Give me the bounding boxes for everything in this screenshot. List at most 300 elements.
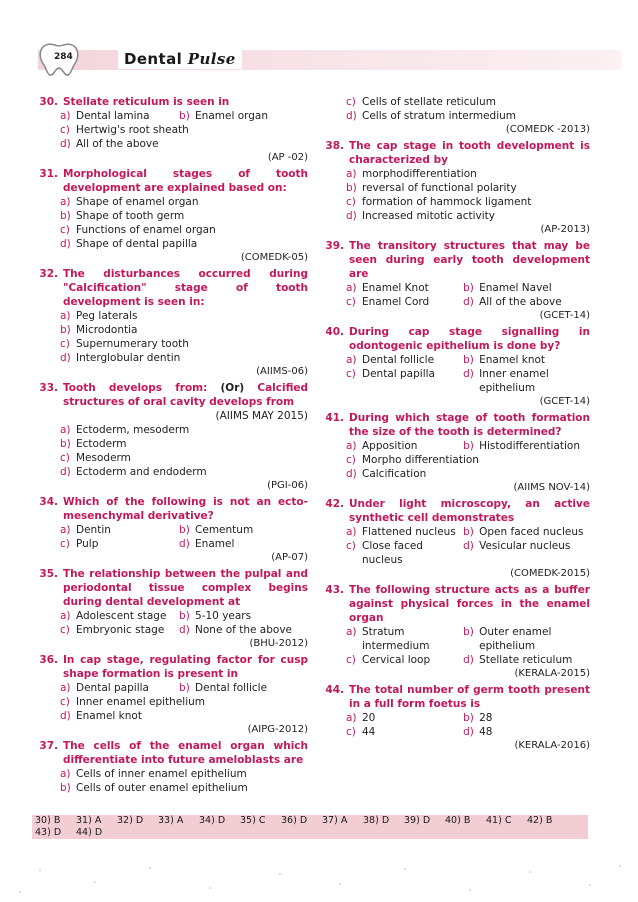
option-letter: b) <box>179 610 190 622</box>
option-text: 48 <box>479 726 493 738</box>
option-letter: c) <box>60 538 70 550</box>
option-text: Dental follicle <box>195 682 268 694</box>
option <box>60 681 179 695</box>
option <box>60 323 137 337</box>
question-text <box>63 653 308 681</box>
options <box>32 523 308 551</box>
option-letter: d) <box>60 238 71 250</box>
question-source: (AIPG-2012) <box>247 724 308 735</box>
option-row <box>60 623 308 637</box>
question-text <box>63 567 308 609</box>
option <box>179 109 308 123</box>
option-letter: c) <box>346 540 356 552</box>
question-number: 37. <box>39 740 58 752</box>
question-text <box>349 683 590 711</box>
option <box>60 623 179 637</box>
option-text: Increased mitotic activity <box>362 210 495 222</box>
option-text: Dental lamina <box>76 110 150 122</box>
option-row <box>346 209 590 223</box>
option-text: Microdontia <box>76 324 138 336</box>
option-row <box>346 367 590 395</box>
option <box>60 195 198 209</box>
question-header <box>318 239 590 281</box>
question-header <box>32 167 308 195</box>
question-item <box>32 381 308 493</box>
option-text: Ectoderm <box>76 438 127 450</box>
question-text-main: Morphological stages of tooth development are explained based on: <box>63 168 308 194</box>
option-row <box>346 653 590 667</box>
option <box>346 539 463 567</box>
question-header <box>318 411 590 439</box>
option-text: None of the above <box>195 624 292 636</box>
question-number: 35. <box>39 568 58 580</box>
question-source: (BHU-2012) <box>249 638 308 649</box>
option-text: Shape of dental papilla <box>76 238 198 250</box>
question-header <box>32 567 308 609</box>
answer-key <box>32 815 588 839</box>
option-text: 28 <box>479 712 493 724</box>
question-item <box>32 267 308 379</box>
question-text-main: During cap stage signalling in odontogenic epithelium is done by? <box>349 326 590 352</box>
question-source: (GCET-14) <box>539 396 590 407</box>
option-text: Enamel Knot <box>362 282 429 294</box>
option <box>60 123 189 137</box>
option-letter: a) <box>60 310 71 322</box>
answer-key-cell: 34) D <box>199 815 226 826</box>
question-number: 39. <box>325 240 344 252</box>
options <box>318 525 590 567</box>
options <box>32 109 308 151</box>
option <box>463 439 590 453</box>
option-text: Pulp <box>76 538 99 550</box>
option <box>60 337 189 351</box>
options <box>32 767 308 795</box>
option-letter: a) <box>346 526 357 538</box>
option <box>463 281 590 295</box>
option <box>346 295 463 309</box>
option-row <box>60 195 308 209</box>
answer-key-cell: 36) D <box>281 815 308 826</box>
option-letter: b) <box>346 182 357 194</box>
option-letter: c) <box>60 696 70 708</box>
answer-key-cell: 40) B <box>445 815 471 826</box>
question-number: 44. <box>325 684 344 696</box>
option-letter: b) <box>463 526 474 538</box>
question-item <box>318 497 590 581</box>
option-letter: d) <box>463 654 474 666</box>
option-text: Peg laterals <box>76 310 138 322</box>
answer-key-cell: 37) A <box>322 815 348 826</box>
option-text: Enamel <box>195 538 235 550</box>
option-text: Outer enamel epithelium <box>479 626 552 652</box>
option-row <box>60 337 308 351</box>
option <box>60 223 216 237</box>
option-letter: b) <box>179 524 190 536</box>
option-letter: a) <box>60 524 71 536</box>
question-number: 43. <box>325 584 344 596</box>
answer-key-row <box>32 815 588 827</box>
option-letter: d) <box>463 296 474 308</box>
option-text: Vesicular nucleus <box>479 540 571 552</box>
question-item <box>32 653 308 737</box>
question-text-main: During which stage of tooth formation the size of the tooth is determined? <box>349 412 590 438</box>
question-text-main: Under light microscopy, an active synthetic cell demonstrates <box>349 498 590 524</box>
option <box>60 451 131 465</box>
option <box>346 109 516 123</box>
option-text: Enamel Cord <box>362 296 430 308</box>
question-source: (GCET-14) <box>539 310 590 321</box>
question-text <box>63 95 308 109</box>
question-number: 32. <box>39 268 58 280</box>
option-text: Close faced nucleus <box>362 540 423 566</box>
option <box>60 237 197 251</box>
option-text: Cells of stratum intermedium <box>362 110 517 122</box>
option-row <box>346 525 590 539</box>
option <box>60 109 179 123</box>
question-number: 41. <box>325 412 344 424</box>
option-text: Adolescent stage <box>76 610 167 622</box>
option <box>346 181 517 195</box>
option-letter: a) <box>346 626 357 638</box>
option-letter: a) <box>60 768 71 780</box>
option-letter: c) <box>60 224 70 236</box>
options <box>32 681 308 723</box>
options <box>318 95 590 123</box>
option <box>346 353 463 367</box>
question-item <box>318 683 590 753</box>
option <box>60 437 126 451</box>
option-row <box>60 137 308 151</box>
answer-key-cell: 44) D <box>76 827 103 838</box>
option-letter: c) <box>346 454 356 466</box>
option <box>179 523 308 537</box>
question-text <box>349 411 590 439</box>
option-text: 44 <box>362 726 376 738</box>
option-text: Cervical loop <box>362 654 431 666</box>
option-letter: b) <box>179 110 190 122</box>
options <box>318 167 590 223</box>
right-column <box>318 95 590 755</box>
option <box>346 167 477 181</box>
option <box>463 525 590 539</box>
option <box>463 725 590 739</box>
option <box>346 525 463 539</box>
question-text <box>63 167 308 195</box>
option-text: Functions of enamel organ <box>76 224 216 236</box>
option-text: Enamel knot <box>76 710 142 722</box>
option-text: Enamel Navel <box>479 282 552 294</box>
option-letter: a) <box>346 440 357 452</box>
option-letter: b) <box>463 354 474 366</box>
options <box>318 281 590 309</box>
option-letter: d) <box>346 468 357 480</box>
option <box>60 465 207 479</box>
option-text: 20 <box>362 712 376 724</box>
option-row <box>60 767 308 781</box>
question-source: (KERALA-2015) <box>514 668 590 679</box>
answer-key-cell: 41) C <box>486 815 512 826</box>
option-letter: c) <box>346 368 356 380</box>
question-header <box>32 381 308 423</box>
answer-key-cell: 30) B <box>35 815 61 826</box>
option-row <box>346 539 590 567</box>
or-word: (Or) <box>220 382 245 394</box>
option-row <box>60 237 308 251</box>
option <box>346 95 496 109</box>
option-text: Calcification <box>362 468 427 480</box>
question-text <box>349 139 590 167</box>
option <box>60 209 184 223</box>
question-source: (COMEDK-05) <box>240 252 308 263</box>
option-letter: b) <box>60 438 71 450</box>
option-row <box>60 465 308 479</box>
option <box>346 653 463 667</box>
option-row <box>60 781 308 795</box>
option <box>179 681 308 695</box>
question-source: (AP-2013) <box>540 224 590 235</box>
options <box>318 625 590 667</box>
option-text: Enamel organ <box>195 110 269 122</box>
option <box>346 453 479 467</box>
option <box>463 295 590 309</box>
option <box>60 423 189 437</box>
option-text: Histodifferentiation <box>479 440 580 452</box>
option <box>60 309 138 323</box>
option-row <box>346 181 590 195</box>
option-letter: d) <box>60 710 71 722</box>
option <box>60 781 248 795</box>
option-row <box>346 295 590 309</box>
question-item <box>32 95 308 165</box>
option-row <box>60 523 308 537</box>
option <box>60 609 179 623</box>
question-header <box>32 95 308 109</box>
page-title: Dental Pulse <box>118 49 242 69</box>
question-number: 31. <box>39 168 58 180</box>
option-text: Inner enamel epithelium <box>76 696 206 708</box>
question-text <box>63 495 308 523</box>
question-text <box>349 497 590 525</box>
options <box>318 439 590 481</box>
answer-key-row <box>32 827 588 839</box>
answer-key-cell: 42) B <box>527 815 553 826</box>
option-text: Enamel knot <box>479 354 546 366</box>
option-letter: b) <box>60 782 71 794</box>
option-letter: d) <box>60 466 71 478</box>
option <box>179 609 308 623</box>
option-text: Stratum intermedium <box>362 626 430 652</box>
question-header <box>318 683 590 711</box>
question-number: 30. <box>39 96 58 108</box>
option-text: Apposition <box>362 440 418 452</box>
option-letter: a) <box>346 282 357 294</box>
question-header <box>318 497 590 525</box>
option-row <box>60 437 308 451</box>
option-row <box>60 709 308 723</box>
option-letter: d) <box>463 368 474 380</box>
options <box>318 711 590 739</box>
option <box>346 195 531 209</box>
option-letter: b) <box>463 626 474 638</box>
option <box>179 537 308 551</box>
option-text: Cementum <box>195 524 254 536</box>
question-text-main: The disturbances occurred during "Calcification" stage of tooth development is seen in: <box>63 268 308 308</box>
question-item <box>32 739 308 795</box>
option <box>346 209 495 223</box>
option-text: 5-10 years <box>195 610 252 622</box>
option-letter: d) <box>346 210 357 222</box>
option-row <box>346 467 590 481</box>
option-letter: c) <box>60 124 70 136</box>
question-source: (COMEDK-2015) <box>510 568 590 579</box>
option-letter: a) <box>346 712 357 724</box>
option-text: Embryonic stage <box>76 624 165 636</box>
option-letter: c) <box>346 726 356 738</box>
option <box>346 625 463 653</box>
option <box>463 539 590 567</box>
question-number: 40. <box>325 326 344 338</box>
option-letter: d) <box>179 624 190 636</box>
question-source: (PGI-06) <box>267 480 308 491</box>
option-text: morphodifferentiation <box>362 168 477 180</box>
option-letter: a) <box>60 610 71 622</box>
option <box>346 467 426 481</box>
option-letter: a) <box>60 110 71 122</box>
option <box>346 711 463 725</box>
option-row <box>60 537 308 551</box>
answer-key-cell: 38) D <box>363 815 390 826</box>
question-number: 42. <box>325 498 344 510</box>
question-item <box>318 139 590 237</box>
page-number: 284 <box>54 52 73 62</box>
option-row <box>346 725 590 739</box>
option <box>463 711 590 725</box>
question-header <box>318 325 590 353</box>
option-letter: d) <box>179 538 190 550</box>
option-text: Flattened nucleus <box>362 526 456 538</box>
option-letter: d) <box>463 540 474 552</box>
option-text: Morpho differentiation <box>362 454 479 466</box>
option-text: Cells of inner enamel epithelium <box>76 768 247 780</box>
option-letter: b) <box>60 210 71 222</box>
option-row <box>60 109 308 123</box>
option-row <box>60 209 308 223</box>
question-source: (AP -02) <box>267 152 308 163</box>
option-text: reversal of functional polarity <box>362 182 517 194</box>
option-text: Stellate reticulum <box>479 654 573 666</box>
option <box>463 625 590 653</box>
option-letter: c) <box>346 296 356 308</box>
option-letter: b) <box>179 682 190 694</box>
question-text-main: Stellate reticulum is seen in <box>63 96 230 108</box>
question-text-main: The cap stage in tooth development is characterized by <box>349 140 590 166</box>
question-text-main: The total number of germ tooth present in a full form foetus is <box>349 684 590 710</box>
option <box>463 367 590 395</box>
option-letter: a) <box>60 196 71 208</box>
question-item <box>32 167 308 265</box>
option-row <box>60 123 308 137</box>
option-text: Ectoderm and endoderm <box>76 466 207 478</box>
inline-source: (AIIMS MAY 2015) <box>215 410 308 422</box>
question-source: (AIIMS-06) <box>256 366 308 377</box>
option-row <box>60 309 308 323</box>
option-letter: b) <box>463 282 474 294</box>
option-letter: c) <box>60 452 70 464</box>
question-text <box>63 739 308 767</box>
option-row <box>346 95 590 109</box>
options <box>318 353 590 395</box>
question-source: (COMEDK -2013) <box>505 124 590 135</box>
question-item <box>32 495 308 565</box>
answer-key-cell: 32) D <box>117 815 144 826</box>
question-text <box>349 325 590 353</box>
option <box>60 695 205 709</box>
question-text <box>349 583 590 625</box>
option-letter: a) <box>60 682 71 694</box>
option-text: All of the above <box>76 138 159 150</box>
question-source: (AIIMS NOV-14) <box>513 482 590 493</box>
question-item <box>318 583 590 681</box>
option-text: Cells of outer enamel epithelium <box>76 782 248 794</box>
page-header <box>18 44 621 74</box>
question-text-main: The transitory structures that may be seen during early tooth development are <box>349 240 590 280</box>
question-item <box>32 567 308 651</box>
question-text-main: Tooth develops from: <box>63 382 208 394</box>
answer-key-cell: 33) A <box>158 815 184 826</box>
option-letter: d) <box>60 352 71 364</box>
question-number: 36. <box>39 654 58 666</box>
option-row <box>346 711 590 725</box>
question-header <box>32 267 308 309</box>
decorative-dots <box>0 860 638 900</box>
option-row <box>346 625 590 653</box>
option-row <box>346 353 590 367</box>
option <box>60 351 180 365</box>
option-row <box>60 223 308 237</box>
answer-key-cell: 39) D <box>404 815 431 826</box>
option-text: Dentin <box>76 524 111 536</box>
answer-key-cell: 31) A <box>76 815 102 826</box>
answer-key-cell: 35) C <box>240 815 266 826</box>
question-text-main: The relationship between the pulpal and periodontal tissue complex begins during dental development at <box>63 568 308 608</box>
question-text <box>63 267 308 309</box>
question-header <box>32 653 308 681</box>
option-row <box>60 609 308 623</box>
option-letter: b) <box>60 324 71 336</box>
question-number: 38. <box>325 140 344 152</box>
question-text-main: In cap stage, regulating factor for cusp shape formation is present in <box>63 654 308 680</box>
option-row <box>346 439 590 453</box>
question-text-main: Which of the following is not an ecto-mesenchymal derivative? <box>63 496 308 522</box>
option-row <box>60 323 308 337</box>
option-text: Hertwig's root sheath <box>76 124 189 136</box>
option <box>60 709 142 723</box>
options <box>32 195 308 251</box>
option-letter: c) <box>346 654 356 666</box>
option-text: Interglobular dentin <box>76 352 181 364</box>
option-text: Dental papilla <box>76 682 149 694</box>
option-letter: d) <box>60 138 71 150</box>
options <box>32 609 308 637</box>
option-letter: d) <box>463 726 474 738</box>
option <box>179 623 308 637</box>
option-letter: c) <box>346 96 356 108</box>
option-row <box>346 167 590 181</box>
question-header <box>318 139 590 167</box>
option-text: Supernumerary tooth <box>76 338 189 350</box>
question-continuation <box>318 95 590 137</box>
options <box>32 423 308 479</box>
